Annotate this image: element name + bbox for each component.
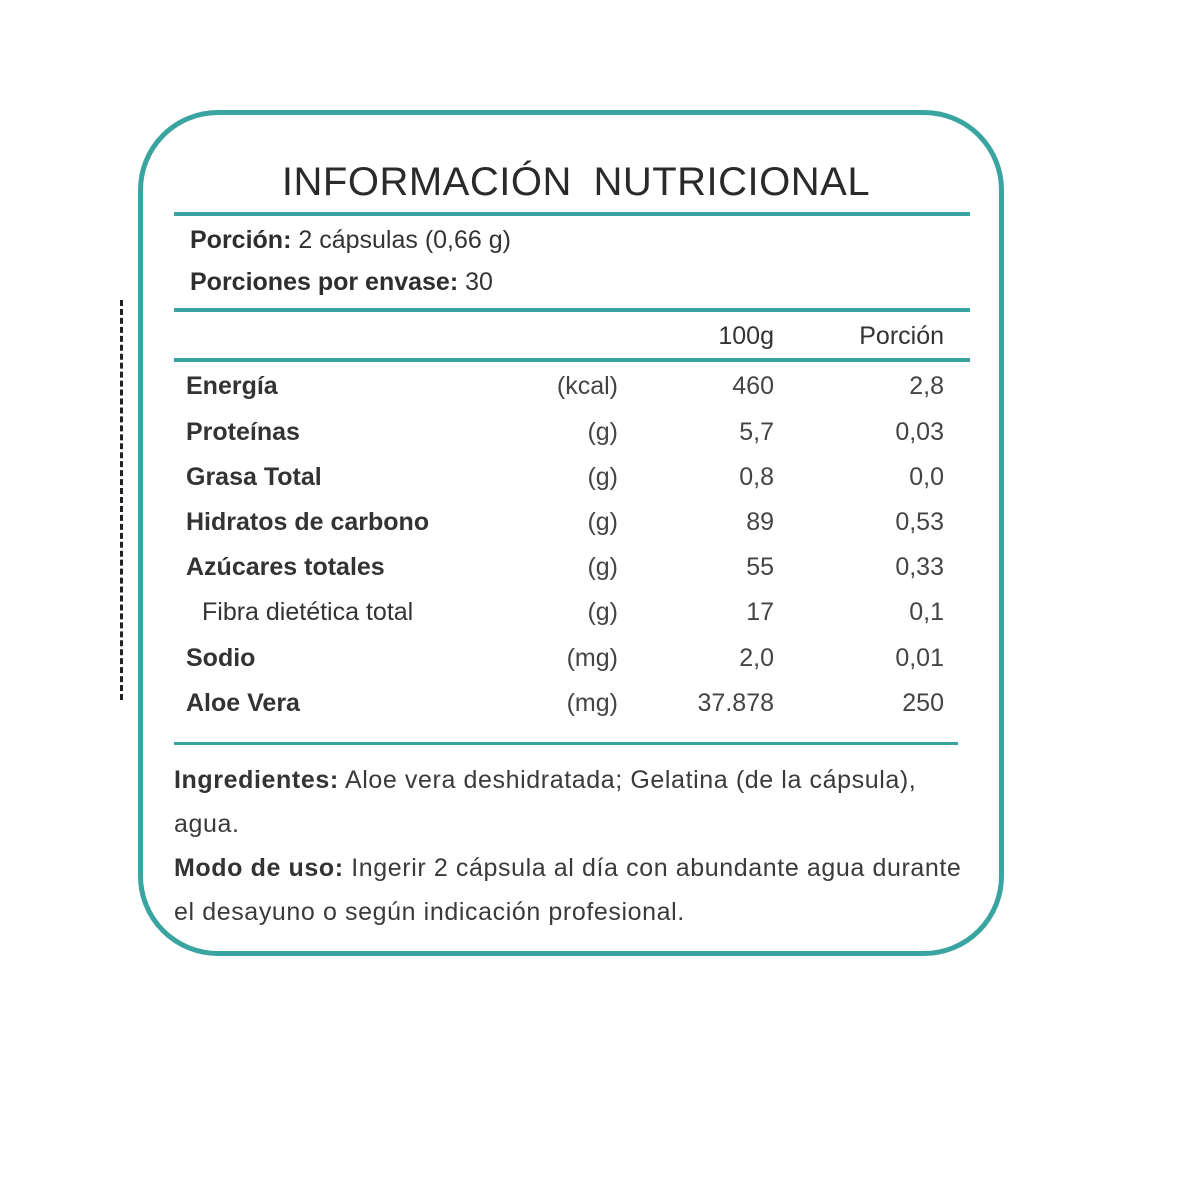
nutrient-name: Azúcares totales xyxy=(186,553,385,581)
divider-bottom xyxy=(174,742,958,745)
divider-top xyxy=(174,212,970,216)
portion-label: Porción: xyxy=(190,226,292,254)
usage-label: Modo de uso: xyxy=(174,854,344,882)
servings-label: Porciones por envase: xyxy=(190,268,459,296)
nutrient-value-100g: 55 xyxy=(746,553,774,581)
nutrient-unit: (g) xyxy=(587,553,618,581)
dotted-cut-line xyxy=(120,300,123,700)
nutrient-row-sodio xyxy=(186,644,946,678)
label-title: INFORMACIÓN NUTRICIONAL xyxy=(281,160,871,204)
nutrient-row-fibra xyxy=(186,598,946,632)
nutrient-unit: (mg) xyxy=(566,644,618,672)
divider-header xyxy=(174,358,970,362)
nutrient-value-portion: 0,53 xyxy=(895,508,944,536)
nutrient-name: Hidratos de carbono xyxy=(186,508,430,536)
nutrient-name: Grasa Total xyxy=(186,463,322,491)
nutrient-name: Fibra dietética total xyxy=(202,598,414,626)
nutrient-unit: (g) xyxy=(587,598,618,626)
nutrient-value-portion: 250 xyxy=(902,689,944,717)
nutrient-value-100g: 2,0 xyxy=(739,644,774,672)
nutrient-value-100g: 5,7 xyxy=(739,418,774,446)
nutrient-unit: (mg) xyxy=(566,689,618,717)
nutrient-name: Proteínas xyxy=(186,418,300,446)
nutrient-value-portion: 2,8 xyxy=(909,372,944,400)
nutrient-name: Sodio xyxy=(186,644,256,672)
nutrient-value-100g: 460 xyxy=(732,372,774,400)
ingredients-text: Aloe vera deshidratada; Gelatina (de la cápsula), agua. xyxy=(174,766,917,838)
nutrient-value-portion: 0,0 xyxy=(909,463,944,491)
nutrient-row-proteinas xyxy=(186,418,946,452)
nutrient-row-energia xyxy=(186,372,946,406)
nutrient-value-portion: 0,1 xyxy=(909,598,944,626)
nutrient-value-portion: 0,01 xyxy=(895,644,944,672)
nutrient-row-hidratos xyxy=(186,508,946,542)
usage-text: Ingerir 2 cápsula al día con abundante agua durante el desayuno o según indicación profesional. xyxy=(174,854,962,926)
column-header-100g: 100g xyxy=(718,322,774,350)
ingredients-label: Ingredientes: xyxy=(174,766,339,794)
nutrient-row-azucares xyxy=(186,553,946,587)
usage-paragraph xyxy=(174,846,974,934)
nutrient-name: Energía xyxy=(186,372,278,400)
column-header-portion: Porción xyxy=(859,322,944,350)
nutrient-row-grasa-total xyxy=(186,463,946,497)
nutrient-name: Aloe Vera xyxy=(186,689,300,717)
nutrient-value-100g: 0,8 xyxy=(739,463,774,491)
servings-per-container-line xyxy=(190,268,493,297)
nutrient-value-100g: 89 xyxy=(746,508,774,536)
nutrient-value-portion: 0,03 xyxy=(895,418,944,446)
nutrient-unit: (kcal) xyxy=(556,372,618,400)
portion-value: 2 cápsulas (0,66 g) xyxy=(291,226,511,254)
nutrient-value-100g: 37.878 xyxy=(697,689,774,717)
divider-serving xyxy=(174,308,970,312)
portion-line xyxy=(190,226,511,255)
nutrient-unit: (g) xyxy=(587,418,618,446)
nutrient-value-100g: 17 xyxy=(746,598,774,626)
nutrient-value-portion: 0,33 xyxy=(895,553,944,581)
nutrient-unit: (g) xyxy=(587,463,618,491)
nutrient-unit: (g) xyxy=(587,508,618,536)
servings-value: 30 xyxy=(458,268,493,296)
nutrient-row-aloe-vera xyxy=(186,689,946,723)
ingredients-paragraph xyxy=(174,758,974,846)
